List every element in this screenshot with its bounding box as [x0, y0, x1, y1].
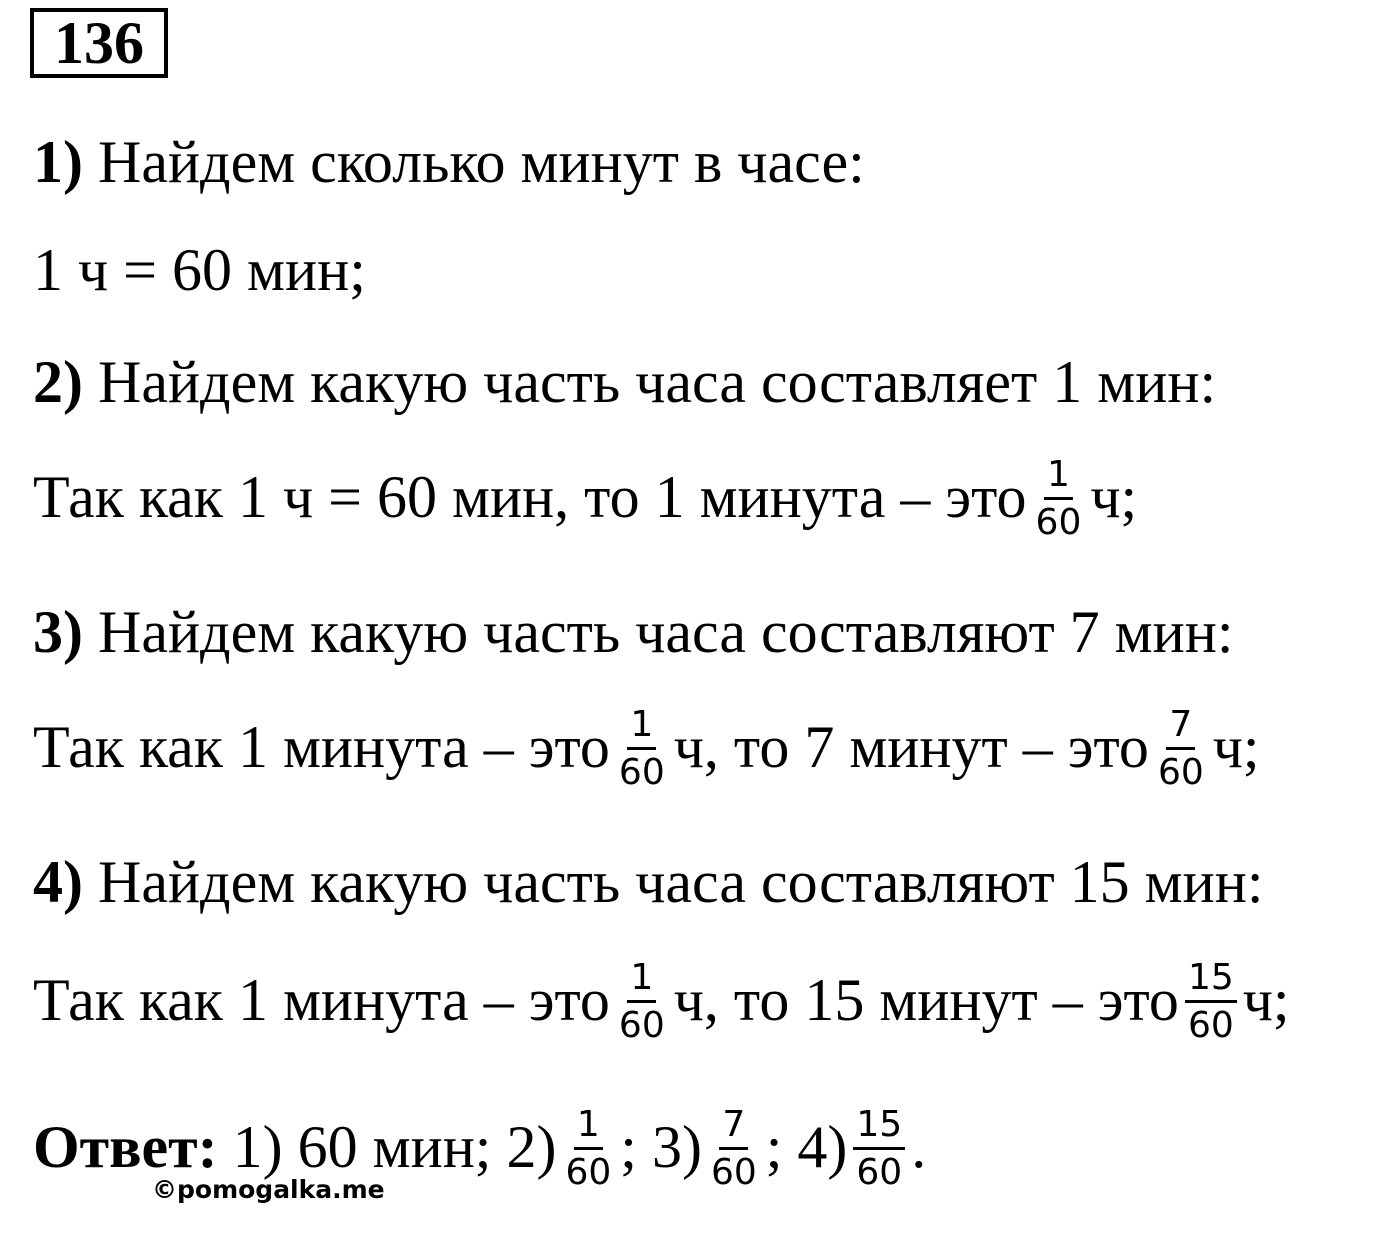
step-2-text-after: ч; [1090, 464, 1138, 530]
fraction-denominator: 60 [618, 1005, 665, 1046]
answer-fraction-2 [708, 1104, 760, 1193]
step-1-label: 1) [33, 129, 83, 195]
fraction-numerator: 7 [1166, 707, 1195, 750]
fraction-numerator: 1 [1044, 457, 1073, 500]
task-number: 136 [30, 8, 168, 78]
watermark: ©pomogalka.me [152, 1175, 385, 1204]
step-2-text-before: Так как 1 ч = 60 мин, то 1 минута – это [33, 464, 1027, 530]
fraction-numerator: 1 [627, 707, 656, 750]
step-4-heading-text: Найдем какую часть часа составляют 15 мин: [82, 849, 1264, 915]
fraction-denominator: 60 [1187, 1005, 1234, 1046]
step-3-fraction-1 [616, 704, 668, 793]
fraction-denominator: 60 [1157, 752, 1204, 793]
answer-part-2: ; 3) [620, 1114, 702, 1180]
fraction-numerator: 7 [719, 1107, 748, 1150]
fraction-numerator: 15 [1185, 960, 1237, 1003]
step-2-label: 2) [33, 349, 83, 415]
step-4-text-before: Так как 1 минута – это [33, 967, 610, 1033]
step-3-text-mid: ч, то 7 минут – это [673, 714, 1149, 780]
step-3-heading [33, 599, 1234, 665]
step-1-result-text: 1 ч = 60 мин; [33, 237, 366, 303]
step-2-heading [33, 349, 1217, 415]
step-3-heading-text: Найдем какую часть часа составляют 7 мин: [82, 599, 1234, 665]
step-3-text-before: Так как 1 минута – это [33, 714, 610, 780]
step-4-text-mid: ч, то 15 минут – это [673, 967, 1179, 1033]
step-4-label: 4) [33, 849, 83, 915]
answer-part-4: . [911, 1114, 927, 1180]
step-4-heading [33, 849, 1264, 915]
fraction-denominator: 60 [856, 1152, 903, 1193]
answer-part-1: 1) 60 мин; 2) [217, 1114, 557, 1180]
step-3-label: 3) [33, 599, 83, 665]
answer-label: Ответ: [33, 1114, 218, 1180]
step-2-result [33, 454, 1138, 543]
step-1-heading [33, 129, 865, 195]
step-3-result [33, 704, 1260, 793]
step-3-fraction-2 [1155, 704, 1207, 793]
answer-part-3: ; 4) [765, 1114, 848, 1180]
step-2-fraction [1033, 454, 1085, 543]
step-1-heading-text: Найдем сколько минут в часе: [82, 129, 865, 195]
fraction-denominator: 60 [710, 1152, 757, 1193]
fraction-numerator: 15 [853, 1107, 905, 1150]
step-4-text-after: ч; [1242, 967, 1290, 1033]
fraction-numerator: 1 [627, 960, 656, 1003]
fraction-denominator: 60 [618, 752, 665, 793]
answer-fraction-3 [853, 1104, 905, 1193]
step-4-fraction-2 [1185, 957, 1237, 1046]
fraction-denominator: 60 [565, 1152, 612, 1193]
fraction-numerator: 1 [574, 1107, 603, 1150]
step-4-fraction-1 [616, 957, 668, 1046]
answer-fraction-1 [562, 1104, 614, 1193]
step-3-text-after: ч; [1212, 714, 1260, 780]
step-1-result [33, 237, 366, 303]
step-2-heading-text: Найдем какую часть часа составляет 1 мин: [82, 349, 1217, 415]
step-4-result [33, 957, 1290, 1046]
fraction-denominator: 60 [1035, 502, 1082, 543]
